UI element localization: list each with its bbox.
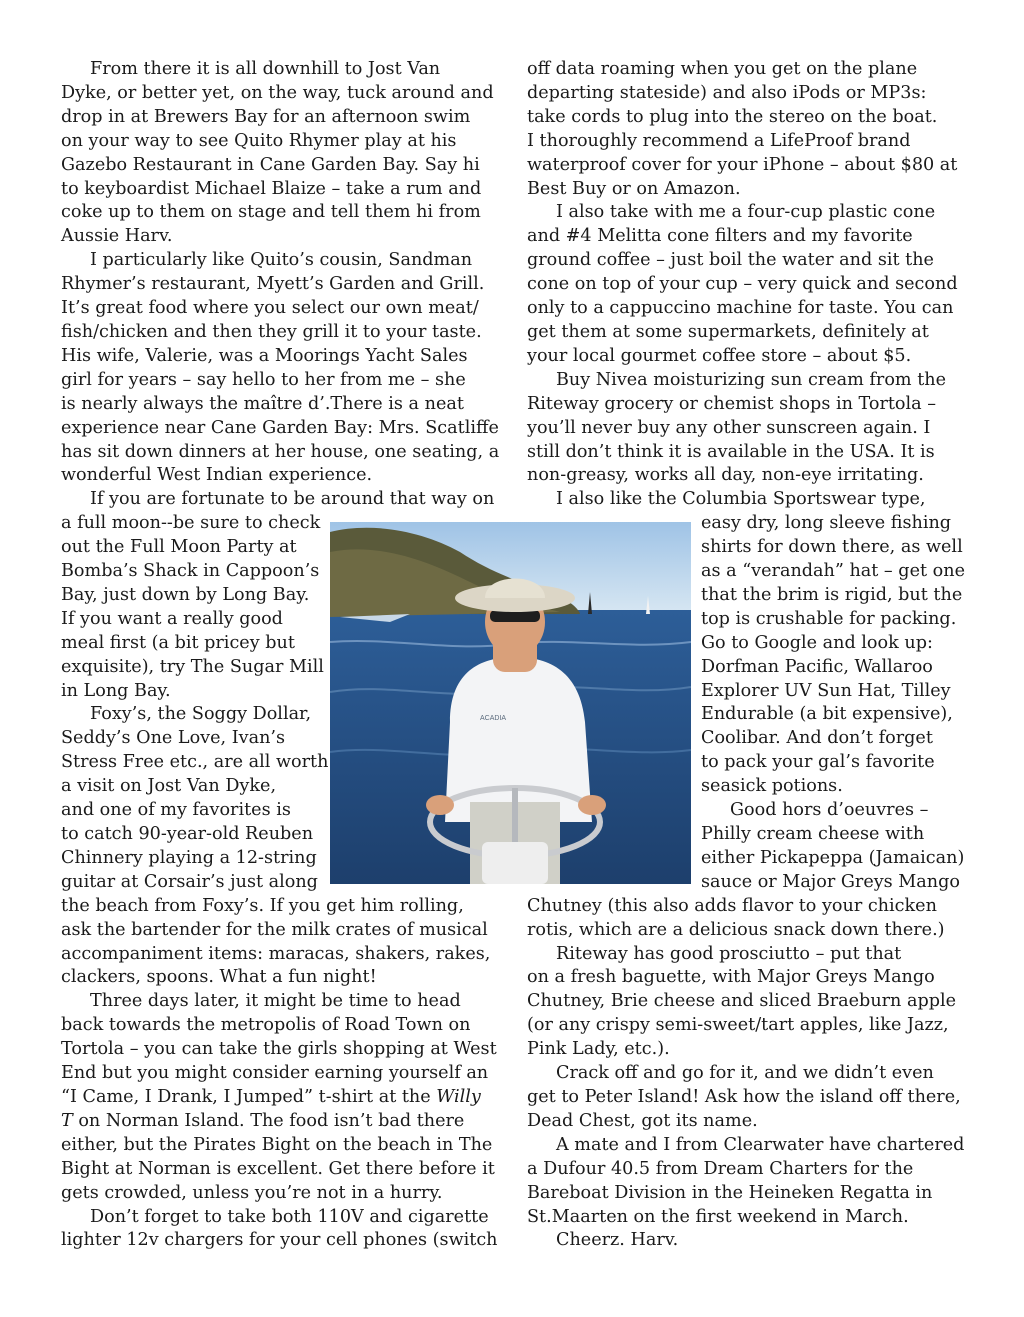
text-line: Explorer UV Sun Hat, Tilley (701, 680, 951, 701)
text-line: and one of my favorites is (61, 800, 291, 821)
text-line: Tortola – you can take the girls shopping at West (61, 1039, 497, 1060)
text-line: I also take with me a four-cup plastic cone (556, 202, 936, 223)
binnacle (482, 842, 548, 884)
text-line: Chinnery playing a 12-string (61, 847, 317, 868)
text-line: Dead Chest, got its name. (527, 1110, 758, 1131)
text-line: waterproof cover for your iPhone – about $80 at (527, 154, 958, 175)
text-line: is nearly always the maître d’.There is a neat (61, 393, 464, 414)
text-line: either Pickapeppa (Jamaican) (701, 847, 965, 868)
left-hand (426, 795, 454, 815)
text-line: non-greasy, works all day, non-eye irritating. (527, 465, 924, 486)
text-line: meal first (a bit pricey but (61, 632, 295, 653)
text-line: Pink Lady, etc.). (527, 1039, 670, 1060)
text-line: Rhymer’s restaurant, Myett’s Garden and Grill. (61, 274, 485, 295)
text-line: still don’t think it is available in the USA. It is (527, 441, 935, 462)
text-line: you’ll never buy any other sunscreen again. I (527, 417, 931, 438)
text-line: ask the bartender for the milk crates of musical (61, 919, 488, 940)
text-line: a visit on Jost Van Dyke, (61, 776, 277, 797)
text-line: Endurable (a bit expensive), (701, 704, 953, 725)
text-line: get them at some supermarkets, definitely at (527, 321, 929, 342)
text-line: a Dufour 40.5 from Dream Charters for the (527, 1158, 914, 1179)
text-line: End but you might consider earning yourself an (61, 1063, 489, 1084)
text-line: wonderful West Indian experience. (61, 465, 373, 486)
text-line: Bomba’s Shack in Cappoon’s (61, 561, 320, 582)
text-line: as a “verandah” hat – get one (701, 561, 965, 582)
text-line: seasick potions. (701, 776, 843, 797)
sailing-photo (330, 522, 691, 884)
text-line: From there it is all downhill to Jost Van (90, 59, 441, 79)
text-line: girl for years – say hello to her from me – she (61, 369, 466, 390)
text-line: on your way to see Quito Rhymer play at his (61, 130, 457, 151)
text-line: sauce or Major Greys Mango (701, 871, 960, 892)
text-line: I also like the Columbia Sportswear type, (556, 489, 926, 510)
shirt-logo: ACADIA (480, 715, 507, 722)
text-line (61, 1086, 497, 1110)
text-line: to pack your gal’s favorite (701, 752, 935, 773)
text-line: out the Full Moon Party at (61, 537, 297, 558)
text-line: Buy Nivea moisturizing sun cream from the (556, 369, 947, 390)
text-line: Coolibar. And don’t forget (701, 728, 933, 749)
text-line: to catch 90-year-old Reuben (61, 824, 314, 844)
text-line: has sit down dinners at her house, one seating, a (61, 441, 500, 462)
text-line: top is crushable for packing. (701, 608, 957, 629)
right-hand (578, 795, 606, 815)
text-line: exquisite), try The Sugar Mill (61, 656, 324, 677)
text-line: accompaniment items: maracas, shakers, rakes, (61, 943, 491, 964)
text-line: the beach from Foxy’s. If you get him rolling, (61, 895, 464, 916)
text-line: gets crowded, unless you’re not in a hurry. (61, 1182, 443, 1203)
text-line: Riteway grocery or chemist shops in Tortola – (527, 393, 937, 414)
text-line: your local gourmet coffee store – about $5. (527, 345, 912, 366)
text-line: St.Maarten on the first weekend in March. (527, 1206, 909, 1227)
text-line: only to a cappuccino machine for taste. You can (527, 298, 954, 319)
text-line: Bight at Norman is excellent. Get there before it (61, 1158, 495, 1179)
text-line: rotis, which are a delicious snack down there.) (527, 919, 945, 940)
text-line: shirts for down there, as well (701, 537, 963, 558)
text-line: easy dry, long sleeve fishing (701, 513, 952, 534)
text-line: guitar at Corsair’s just along (61, 871, 318, 892)
text-line: If you are fortunate to be around that way on (90, 489, 495, 510)
text-line: coke up to them on stage and tell them hi from (61, 202, 481, 223)
text-line: It’s great food where you select our own meat/ (61, 298, 479, 319)
sailing-photo-illustration (330, 522, 691, 884)
text-line: Chutney (this also adds flavor to your chicken (527, 895, 937, 916)
text-line: Go to Google and look up: (701, 632, 933, 653)
text-line: ground coffee – just boil the water and sit the (527, 250, 934, 271)
text-line: Bareboat Division in the Heineken Regatta in (527, 1182, 933, 1203)
text-line: Stress Free etc., are all worth (61, 752, 329, 773)
text-line: Three days later, it might be time to head (90, 991, 461, 1012)
text-line: take cords to plug into the stereo on the boat. (527, 106, 938, 127)
text-line: Good hors d’oeuvres – (730, 800, 929, 821)
text-span: “I Came, I Drank, I Jumped” t-shirt at the (61, 1086, 437, 1107)
text-line: Bay, just down by Long Bay. (61, 584, 310, 605)
text-line: Crack off and go for it, and we didn’t even (556, 1063, 934, 1084)
text-line: Cheerz. Harv. (556, 1230, 679, 1251)
text-line: Aussie Harv. (61, 226, 173, 247)
text-line: I thoroughly recommend a LifeProof brand (527, 130, 911, 151)
text-line: His wife, Valerie, was a Moorings Yacht Sales (61, 345, 468, 366)
text-line: and #4 Melitta cone filters and my favorite (527, 226, 913, 247)
text-line: on a fresh baguette, with Major Greys Mango (527, 967, 935, 988)
text-line (61, 1110, 497, 1134)
text-line: back towards the metropolis of Road Town on (61, 1015, 471, 1036)
text-line: Dyke, or better yet, on the way, tuck around and (61, 82, 494, 103)
text-line: I particularly like Quito’s cousin, Sandman (90, 250, 473, 271)
text-line: departing stateside) and also iPods or MP3s: (527, 82, 927, 103)
text-line: If you want a really good (61, 608, 283, 629)
text-line: experience near Cane Garden Bay: Mrs. Scatliffe (61, 417, 499, 438)
text-line: get to Peter Island! Ask how the island off there, (527, 1086, 961, 1107)
text-line: a full moon--be sure to check (61, 513, 321, 534)
text-line: A mate and I from Clearwater have chartered (556, 1134, 965, 1155)
text-line: Gazebo Restaurant in Cane Garden Bay. Say hi (61, 154, 480, 175)
text-line: Seddy’s One Love, Ivan’s (61, 728, 286, 749)
italic-t: T (61, 1110, 73, 1131)
text-line: Dorfman Pacific, Wallaroo (701, 656, 933, 677)
text-line: to keyboardist Michael Blaize – take a rum and (61, 178, 482, 199)
text-line: off data roaming when you get on the plane (527, 59, 918, 79)
italic-willy: Willy (436, 1086, 481, 1107)
text-line: Foxy’s, the Soggy Dollar, (90, 704, 312, 725)
text-line: (or any crispy semi-sweet/tart apples, like Jazz, (527, 1015, 949, 1036)
text-line: cone on top of your cup – very quick and second (527, 274, 958, 295)
text-line: drop in at Brewers Bay for an afternoon swim (61, 106, 471, 127)
text-line: Philly cream cheese with (701, 824, 925, 844)
text-line: Chutney, Brie cheese and sliced Braeburn apple (527, 991, 957, 1012)
text-line: either, but the Pirates Bight on the beach in The (61, 1134, 493, 1155)
text-span: on Norman Island. The food isn’t bad there (72, 1110, 465, 1131)
text-line: fish/chicken and then they grill it to your taste. (61, 321, 482, 342)
text-line: in Long Bay. (61, 680, 171, 701)
text-line: clackers, spoons. What a fun night! (61, 967, 377, 988)
text-line: that the brim is rigid, but the (701, 584, 963, 605)
text-line: lighter 12v chargers for your cell phones (switch (61, 1230, 498, 1251)
text-line: Best Buy or on Amazon. (527, 178, 741, 199)
text-line: Riteway has good prosciutto – put that (556, 943, 902, 964)
text-line: Don’t forget to take both 110V and cigarette (90, 1206, 489, 1227)
